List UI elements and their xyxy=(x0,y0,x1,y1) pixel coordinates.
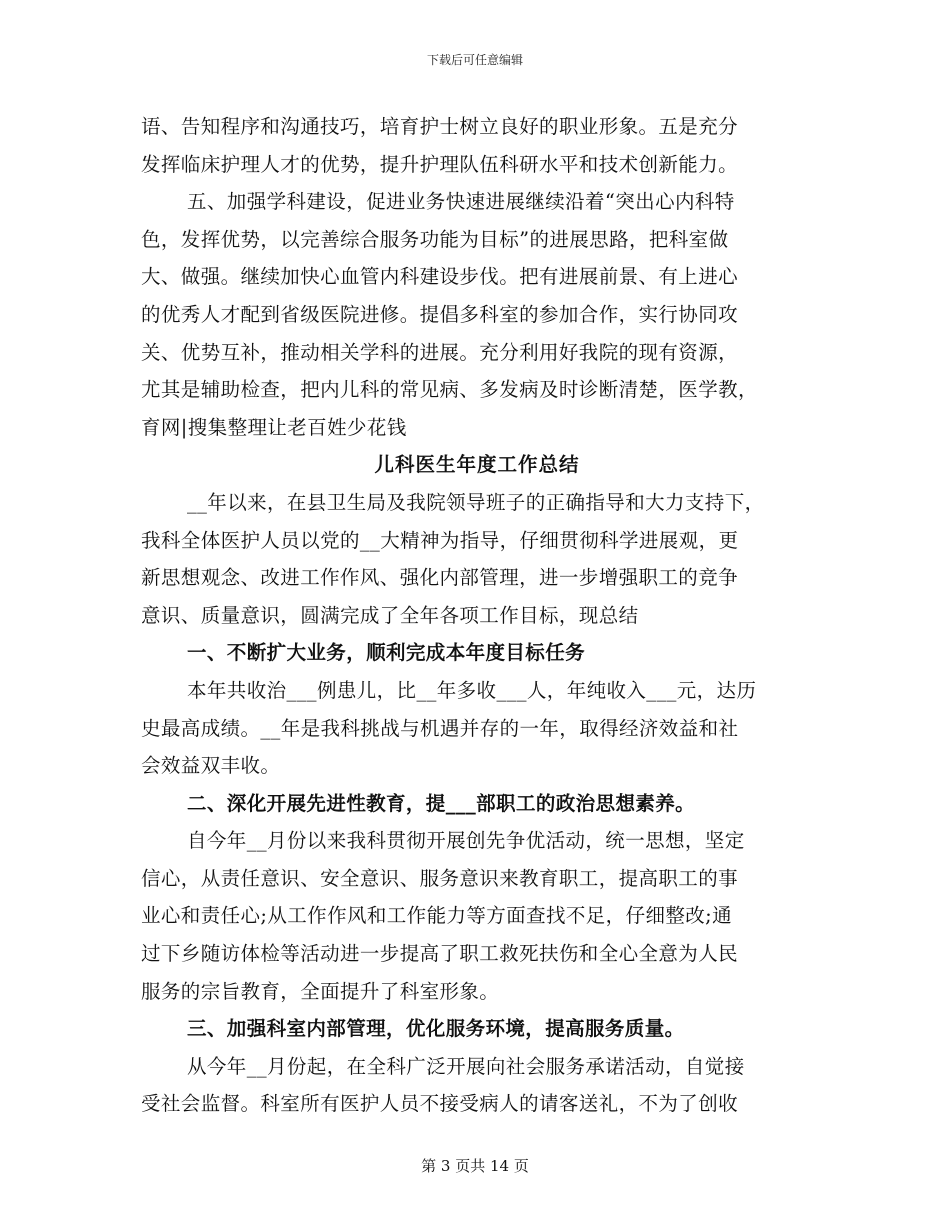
paragraph-line: 业心和责任心;从工作作风和工作能力等方面查找不足，仔细整改;通 xyxy=(141,904,733,928)
paragraph-line: 育网|搜集整理让老百姓少花钱 xyxy=(141,415,407,439)
paragraph-line: 色，发挥优势，以完善综合服务功能为目标”的进展思路，把科室做 xyxy=(141,227,729,251)
paragraph-line: 意识、质量意识，圆满完成了全年各项工作目标，现总结 xyxy=(141,603,639,627)
page-footer: 第 3 页共 14 页 xyxy=(421,1157,529,1175)
paragraph-line: 尤其是辅助检查，把内儿科的常见病、多发病及时诊断清楚，医学教， xyxy=(141,378,758,402)
paragraph-line: 大、做强。继续加快心血管内科建设步伐。把有进展前景、有上进心 xyxy=(141,265,739,289)
paragraph-line: 我科全体医护人员以党的__大精神为指导，仔细贯彻科学进展观，更 xyxy=(141,528,739,552)
paragraph-line: 会效益双丰收。 xyxy=(141,754,281,778)
paragraph-line: 发挥临床护理人才的优势，提升护理队伍科研水平和技术创新能力。 xyxy=(141,152,739,176)
paragraph-line: 史最高成绩。__年是我科挑战与机遇并存的一年，取得经济效益和社 xyxy=(141,716,739,740)
section-heading: 三、加强科室内部管理，优化服务环境，提高服务质量。 xyxy=(187,1017,685,1041)
paragraph-line: 五、加强学科建设，促进业务快速进展继续沿着“突出心内科特 xyxy=(187,190,735,214)
paragraph-line: 受社会监督。科室所有医护人员不接受病人的请客送礼，不为了创收 xyxy=(141,1092,739,1116)
paragraph-line: 从今年__月份起，在全科广泛开展向社会服务承诺活动，自觉接 xyxy=(187,1054,745,1078)
page-header: 下载后可任意编辑 xyxy=(426,53,523,67)
document-title: 儿科医生年度工作总结 xyxy=(374,453,580,477)
document-body xyxy=(141,108,813,1123)
paragraph-line: 服务的宗旨教育，全面提升了科室形象。 xyxy=(141,979,500,1003)
paragraph-line: 过下乡随访体检等活动进一步提高了职工救死扶伤和全心全意为人民 xyxy=(141,942,739,966)
paragraph-line: 关、优势互补，推动相关学科的进展。充分利用好我院的现有资源， xyxy=(141,340,739,364)
section-heading: 一、不断扩大业务，顺利完成本年度目标任务 xyxy=(187,641,586,665)
paragraph-line: 的优秀人才配到省级医院进修。提倡多科室的参加合作，实行协同攻 xyxy=(141,302,739,326)
paragraph-line: 语、告知程序和沟通技巧，培育护士树立良好的职业形象。五是充分 xyxy=(141,115,739,138)
paragraph-line: 新思想观念、改进工作作风、强化内部管理，进一步增强职工的竞争 xyxy=(141,566,739,590)
paragraph-line: 本年共收治___例患儿，比__年多收___人，年纯收入___元，达历 xyxy=(187,678,757,702)
paragraph-line: 自今年__月份以来我科贯彻开展创先争优活动，统一思想，坚定 xyxy=(187,829,745,853)
section-heading: 二、深化开展先进性教育，提___部职工的政治思想素养。 xyxy=(187,791,696,815)
paragraph-line: __年以来，在县卫生局及我院领导班子的正确指导和大力支持下， xyxy=(187,490,765,514)
paragraph-line: 信心，从责任意识、安全意识、服务意识来教育职工，提高职工的事 xyxy=(141,866,739,890)
